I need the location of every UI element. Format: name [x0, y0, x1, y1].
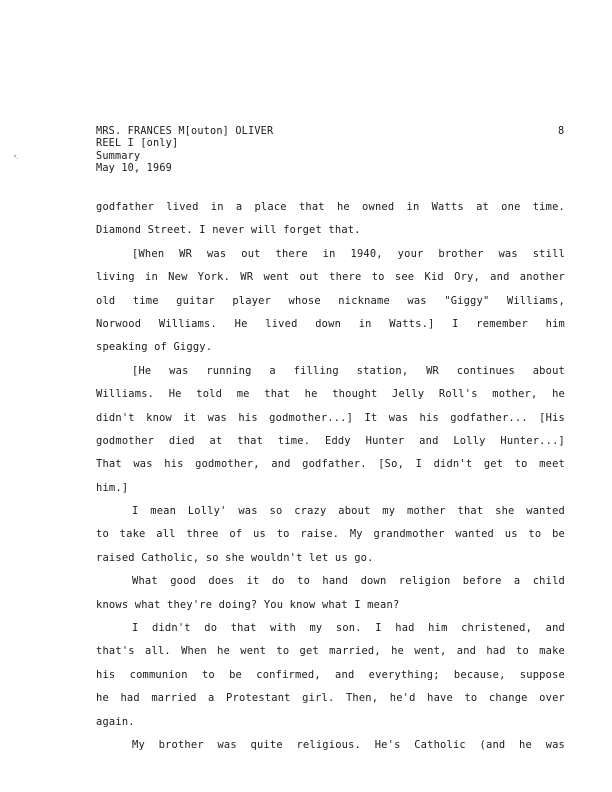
text-line: That was his godmother, and godfather. [So, I didn't get to meet — [96, 458, 565, 471]
text-line: [When WR was out there in 1940, your brother was still — [132, 247, 565, 260]
text-line: living in New York. WR went out there to see Kid Ory, and another — [96, 271, 565, 284]
text-line: What good does it do to hand down religion before a child — [132, 575, 565, 588]
document-header — [96, 126, 273, 176]
text-line: to take all three of us to raise. My grandmother wanted us to be — [96, 528, 565, 541]
scan-speck — [17, 158, 18, 159]
page-number: 8 — [558, 126, 565, 137]
text-line: he had married a Protestant girl. Then, he'd have to change over — [96, 692, 565, 705]
reel-label: REEL I [only] — [96, 138, 179, 150]
text-line: I mean Lolly' was so crazy about my mother that she wanted — [132, 505, 565, 518]
text-line: I didn't do that with my son. I had him christened, and — [132, 622, 565, 635]
text-line: his communion to be confirmed, and everything; because, suppose — [96, 668, 565, 681]
text-line: that's all. When he went to get married, he went, and had to make — [96, 645, 565, 658]
interview-date: May 10, 1969 — [96, 163, 173, 175]
text-line: Norwood Williams. He lived down in Watts.] I remember him — [96, 317, 565, 330]
text-line: didn't know it was his godmother...] It was his godfather... [His — [96, 411, 565, 424]
text-line: knows what they're doing? You know what I mean? — [96, 598, 400, 611]
scan-speck — [14, 155, 16, 157]
text-line: My brother was quite religious. He's Catholic (and he was — [132, 738, 565, 751]
text-line: godfather lived in a place that he owned in Watts at one time. — [96, 201, 565, 213]
summary-text — [96, 200, 565, 761]
interviewee-name: MRS. FRANCES M[outon] OLIVER — [96, 126, 274, 137]
text-line: Williams. He told me that he thought Jelly Roll's mother, he — [96, 388, 565, 401]
text-line: again. — [96, 715, 135, 728]
text-line: raised Catholic, so she wouldn't let us go. — [96, 551, 374, 564]
text-line: Diamond Street. I never will forget that. — [96, 224, 361, 237]
document-type: Summary — [96, 150, 141, 162]
text-line: [He was running a filling station, WR continues about — [132, 364, 565, 377]
text-line: old time guitar player whose nickname was "Giggy" Williams, — [96, 294, 565, 307]
text-line: speaking of Giggy. — [96, 341, 213, 354]
text-line: godmother died at that time. Eddy Hunter and Lolly Hunter...] — [96, 434, 565, 447]
text-line: him.] — [96, 481, 129, 494]
